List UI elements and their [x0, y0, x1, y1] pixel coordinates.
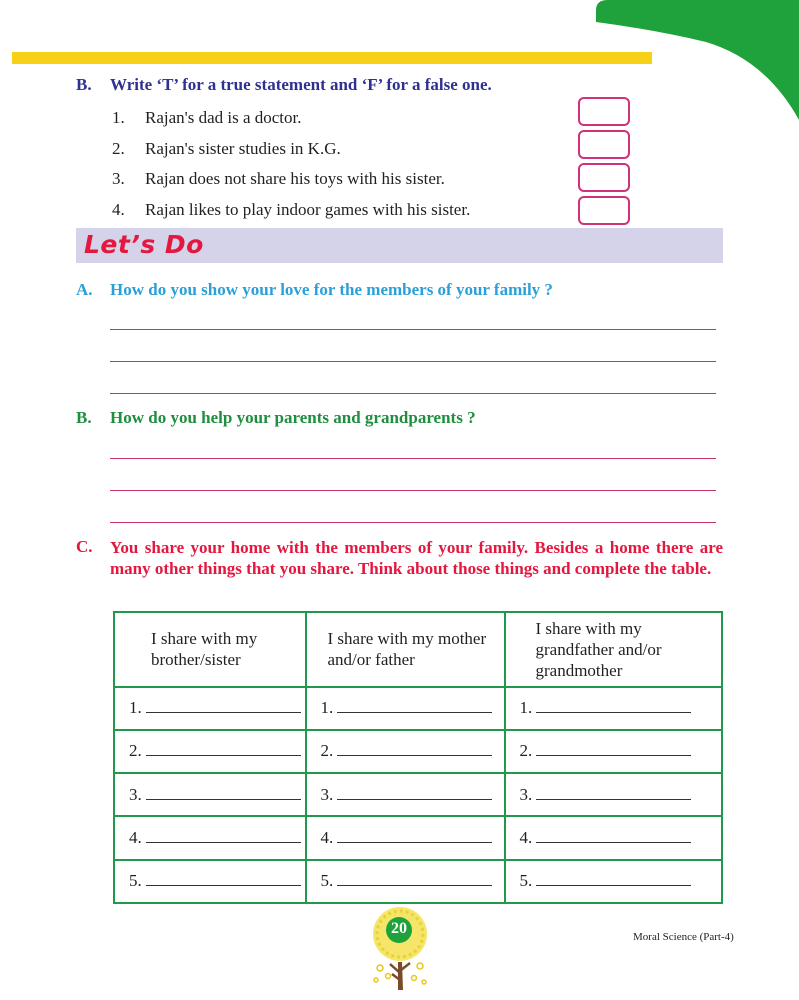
lets-do-banner	[76, 228, 723, 263]
tf-section-heading	[76, 75, 492, 95]
fill-blank[interactable]	[337, 741, 492, 756]
fill-blank[interactable]	[337, 698, 492, 713]
fill-blank[interactable]	[536, 871, 691, 886]
table-cell[interactable]	[114, 816, 306, 859]
table-cell[interactable]	[505, 687, 723, 730]
table-cell[interactable]	[306, 773, 505, 816]
fill-blank[interactable]	[337, 871, 492, 886]
tf-section-letter: B.	[76, 75, 92, 94]
table-cell[interactable]	[505, 860, 723, 903]
row-number: 1.	[320, 698, 334, 718]
fill-blank[interactable]	[146, 698, 301, 713]
tf-section-title: Write ‘T’ for a true statement and ‘F’ for a false one.	[110, 75, 492, 94]
table-cell[interactable]	[505, 816, 723, 859]
fill-blank[interactable]	[146, 785, 301, 800]
table-row	[114, 816, 722, 859]
row-number: 2.	[320, 741, 334, 761]
question-b-letter: B.	[76, 408, 92, 427]
fill-blank[interactable]	[337, 828, 492, 843]
tf-statement-text: Rajan likes to play indoor games with his sister.	[145, 199, 471, 219]
fill-blank[interactable]	[536, 785, 691, 800]
table-header-grandparents: I share with my grandfather and/or grandmother	[505, 612, 723, 687]
fill-blank[interactable]	[536, 698, 691, 713]
fill-blank[interactable]	[536, 828, 691, 843]
page-number: 20	[391, 920, 407, 937]
table-header-parents: I share with my mother and/or father	[306, 612, 505, 687]
tf-answer-box-3[interactable]	[578, 163, 630, 192]
table-cell[interactable]	[114, 687, 306, 730]
book-title: Moral Science (Part-4)	[633, 931, 734, 943]
tf-answer-boxes	[578, 97, 630, 229]
fill-blank[interactable]	[146, 741, 301, 756]
row-number: 2.	[129, 741, 142, 761]
answer-line-a-3[interactable]	[110, 393, 716, 394]
table-cell[interactable]	[306, 730, 505, 773]
tf-statement	[112, 103, 582, 134]
question-a-text: How do you show your love for the members of your family ?	[110, 280, 553, 299]
table-row	[114, 773, 722, 816]
row-number: 2.	[519, 741, 533, 761]
question-a	[76, 280, 553, 300]
row-number: 5.	[129, 871, 142, 891]
tf-statement-list	[112, 103, 582, 225]
tf-answer-box-2[interactable]	[578, 130, 630, 159]
row-number: 4.	[519, 828, 533, 848]
answer-line-b-3[interactable]	[110, 522, 716, 523]
row-number: 1.	[519, 698, 533, 718]
fill-blank[interactable]	[536, 741, 691, 756]
row-number: 3.	[519, 784, 533, 804]
table-cell[interactable]	[114, 773, 306, 816]
table-row	[114, 860, 722, 903]
fill-blank[interactable]	[146, 871, 301, 886]
table-header-row	[114, 612, 722, 687]
tf-statement	[112, 164, 582, 195]
table-cell[interactable]	[306, 687, 505, 730]
tf-statement-text: Rajan does not share his toys with his sister.	[145, 169, 445, 189]
table-cell[interactable]	[114, 730, 306, 773]
tf-statement-number: 3.	[112, 169, 125, 189]
header-yellow-stripe	[12, 52, 652, 64]
tf-statement-number: 2.	[112, 138, 125, 158]
tf-statement-number: 4.	[112, 199, 125, 219]
table-cell[interactable]	[306, 816, 505, 859]
row-number: 4.	[129, 828, 142, 848]
table-cell[interactable]	[114, 860, 306, 903]
tf-statement-text: Rajan's sister studies in K.G.	[145, 138, 341, 158]
tf-answer-box-4[interactable]	[578, 196, 630, 225]
fill-blank[interactable]	[146, 828, 301, 843]
row-number: 1.	[129, 698, 142, 718]
answer-line-b-2[interactable]	[110, 490, 716, 491]
answer-line-a-1[interactable]	[110, 329, 716, 330]
table-row	[114, 687, 722, 730]
tf-statement-number: 1.	[112, 108, 125, 128]
tf-statement-text: Rajan's dad is a doctor.	[145, 108, 302, 128]
answer-line-a-2[interactable]	[110, 361, 716, 362]
lets-do-title: Let’s Do	[84, 230, 204, 259]
answer-line-b-1[interactable]	[110, 458, 716, 459]
question-c-text: You share your home with the members of your family. Besides a home there are many other things that you share. Think about those things and complete the table.	[110, 538, 723, 578]
fill-blank[interactable]	[337, 785, 492, 800]
tf-statement	[112, 195, 582, 226]
question-a-letter: A.	[76, 280, 93, 299]
sharing-table	[113, 611, 723, 904]
table-cell[interactable]	[306, 860, 505, 903]
row-number: 3.	[129, 784, 142, 804]
row-number: 4.	[320, 828, 334, 848]
row-number: 3.	[320, 784, 334, 804]
table-header-sibling: I share with my brother/sister	[114, 612, 306, 687]
question-b-text: How do you help your parents and grandparents ?	[110, 408, 476, 427]
table-cell[interactable]	[505, 773, 723, 816]
table-cell[interactable]	[505, 730, 723, 773]
table-row	[114, 730, 722, 773]
tf-answer-box-1[interactable]	[578, 97, 630, 126]
row-number: 5.	[519, 871, 533, 891]
question-c-letter: C.	[76, 537, 93, 556]
row-number: 5.	[320, 871, 334, 891]
tf-statement	[112, 134, 582, 165]
question-b	[76, 408, 476, 428]
